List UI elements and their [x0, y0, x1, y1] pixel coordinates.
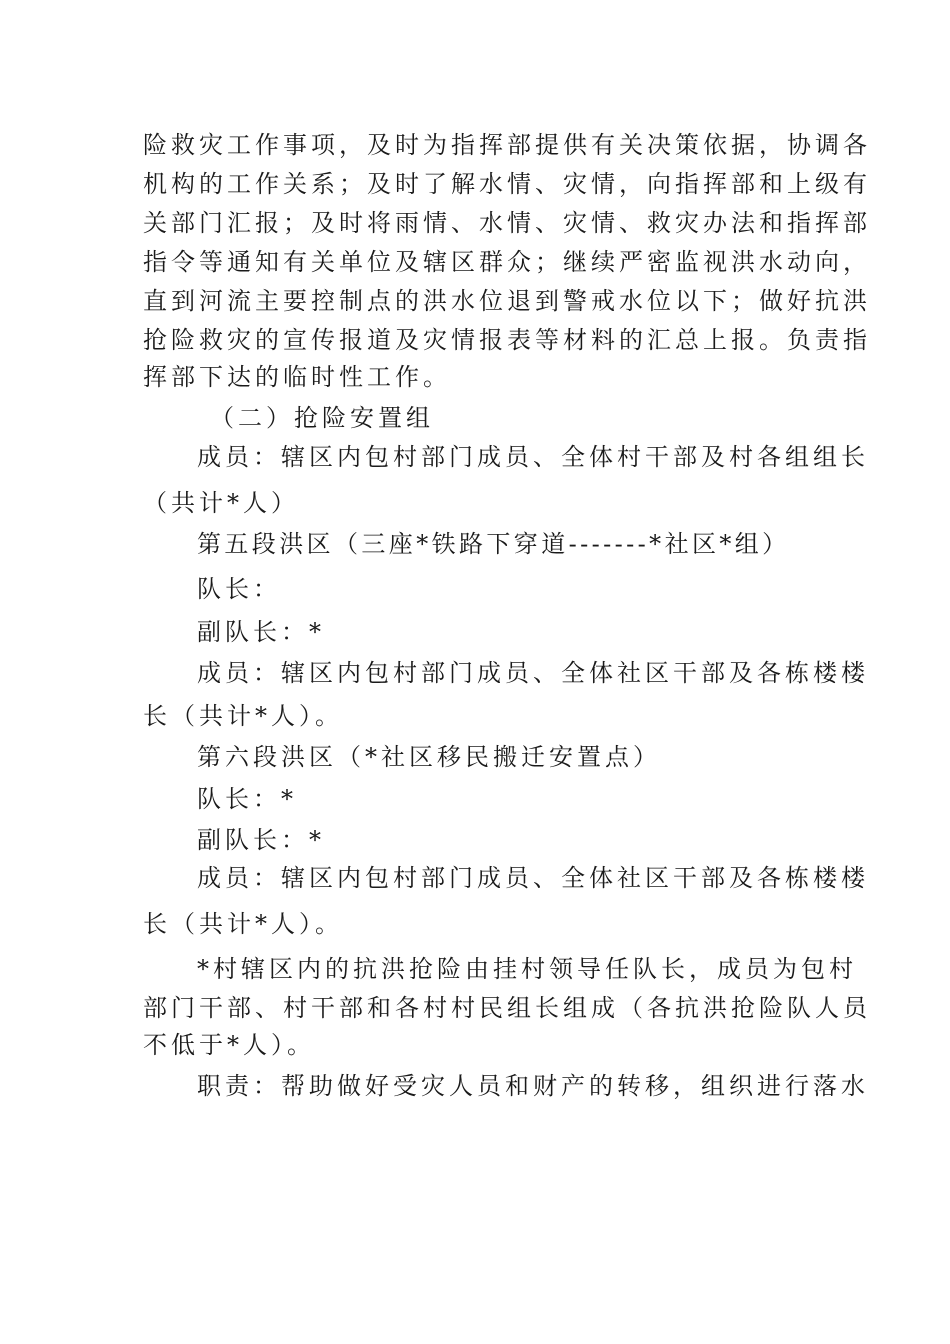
- body-text-line: *村辖区内的抗洪抢险由挂村领导任队长，成员为包村: [197, 955, 857, 983]
- body-text-line: 指令等通知有关单位及辖区群众；继续严密监视洪水动向，: [143, 248, 871, 276]
- body-text-line: 副队长：*: [197, 618, 325, 646]
- section-heading: （二）抢险安置组: [210, 404, 434, 432]
- body-text-line: 成员：辖区内包村部门成员、全体社区干部及各栋楼楼: [197, 659, 869, 687]
- body-text-line: 机构的工作关系；及时了解水情、灾情，向指挥部和上级有: [143, 170, 871, 198]
- body-text-line: 险救灾工作事项，及时为指挥部提供有关决策依据，协调各: [143, 131, 871, 159]
- body-text-line: 挥部下达的临时性工作。: [143, 363, 451, 391]
- body-text-line: 抢险救灾的宣传报道及灾情报表等材料的汇总上报。负责指: [143, 326, 871, 354]
- body-text-line: （共计*人）: [143, 489, 299, 517]
- body-text-line: 成员：辖区内包村部门成员、全体社区干部及各栋楼楼: [197, 864, 869, 892]
- body-text-line: 直到河流主要控制点的洪水位退到警戒水位以下；做好抗洪: [143, 287, 871, 315]
- body-text-line: 成员：辖区内包村部门成员、全体村干部及村各组组长: [197, 443, 869, 471]
- body-text-line: 部门干部、村干部和各村村民组长组成（各抗洪抢险队人员: [143, 994, 871, 1022]
- body-text-line: 第五段洪区（三座*铁路下穿道-------*社区*组）: [197, 530, 790, 558]
- body-text-line: 长（共计*人）。: [143, 702, 343, 730]
- body-text-line: 长（共计*人）。: [143, 910, 343, 938]
- body-text-line: 职责：帮助做好受灾人员和财产的转移，组织进行落水: [197, 1072, 869, 1100]
- body-text-line: 第六段洪区（*社区移民搬迁安置点）: [197, 743, 661, 771]
- body-text-line: 不低于*人）。: [143, 1031, 315, 1059]
- body-text-line: 关部门汇报；及时将雨情、水情、灾情、救灾办法和指挥部: [143, 209, 871, 237]
- body-text-line: 队长：: [197, 575, 281, 603]
- body-text-line: 副队长：*: [197, 826, 325, 854]
- body-text-line: 队长：*: [197, 785, 297, 813]
